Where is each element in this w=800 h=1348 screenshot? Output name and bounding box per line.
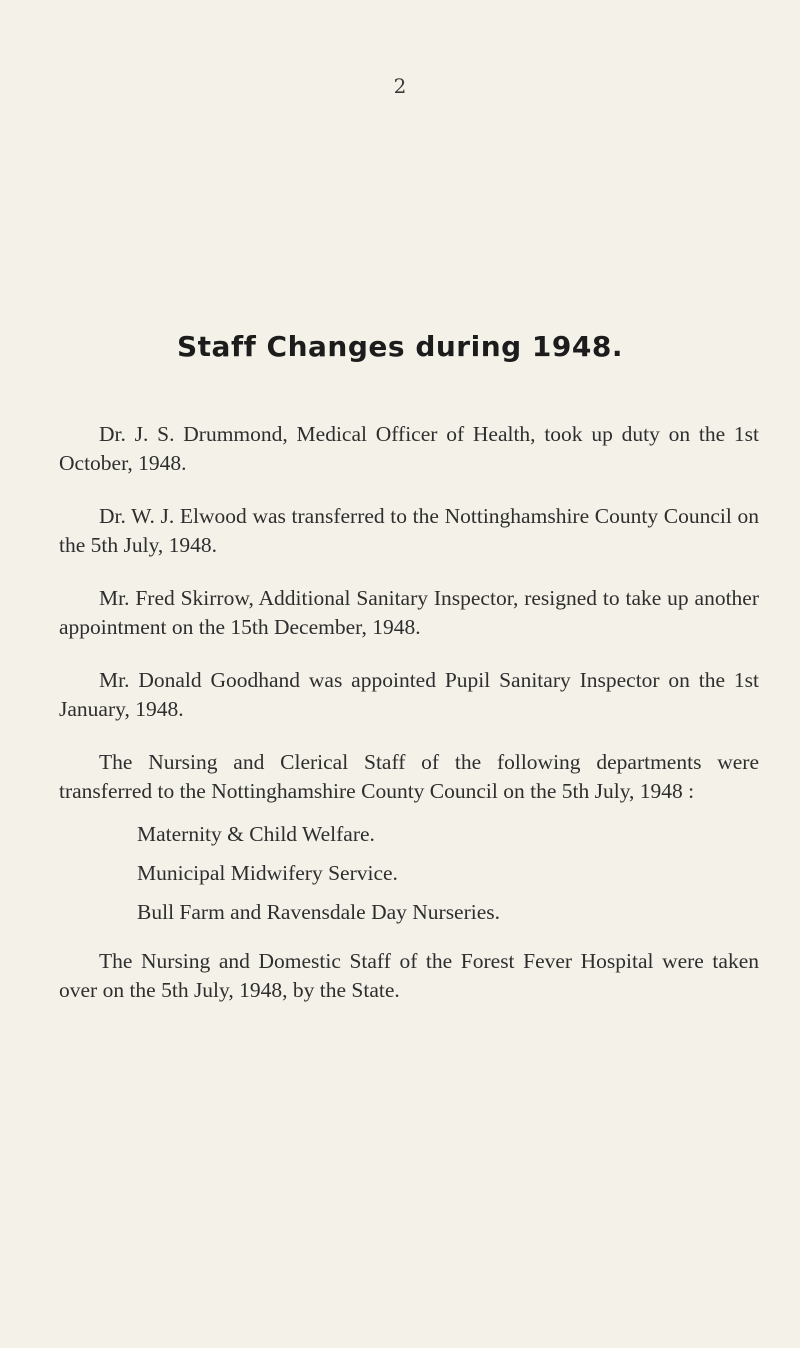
department-item: Maternity & Child Welfare. bbox=[137, 822, 375, 846]
paragraph-skirrow: Mr. Fred Skirrow, Additional Sanitary Inspector, resigned to take up another appointment on the 15th December, 1948. bbox=[59, 586, 759, 639]
paragraph-goodhand: Mr. Donald Goodhand was appointed Pupil Sanitary Inspector on the 1st January, 1948. bbox=[59, 668, 759, 721]
page-number: 2 bbox=[393, 74, 407, 98]
document-body bbox=[59, 420, 759, 1005]
paragraph-departments-intro: The Nursing and Clerical Staff of the following departments were transferred to the Nottinghamshire County Council on the 5th July, 1948 : bbox=[59, 750, 759, 803]
department-list bbox=[59, 820, 759, 927]
paragraph-drummond: Dr. J. S. Drummond, Medical Officer of Health, took up duty on the 1st October, 1948. bbox=[59, 422, 759, 475]
department-item: Municipal Midwifery Service. bbox=[137, 861, 398, 885]
page-title: Staff Changes during 1948. bbox=[177, 330, 623, 363]
department-item: Bull Farm and Ravensdale Day Nurseries. bbox=[137, 900, 501, 924]
paragraph-closing: The Nursing and Domestic Staff of the Forest Fever Hospital were taken over on the 5th July, 1948, by the State. bbox=[59, 949, 759, 1002]
paragraph-elwood: Dr. W. J. Elwood was transferred to the Nottinghamshire County Council on the 5th July, 1948. bbox=[59, 504, 759, 557]
